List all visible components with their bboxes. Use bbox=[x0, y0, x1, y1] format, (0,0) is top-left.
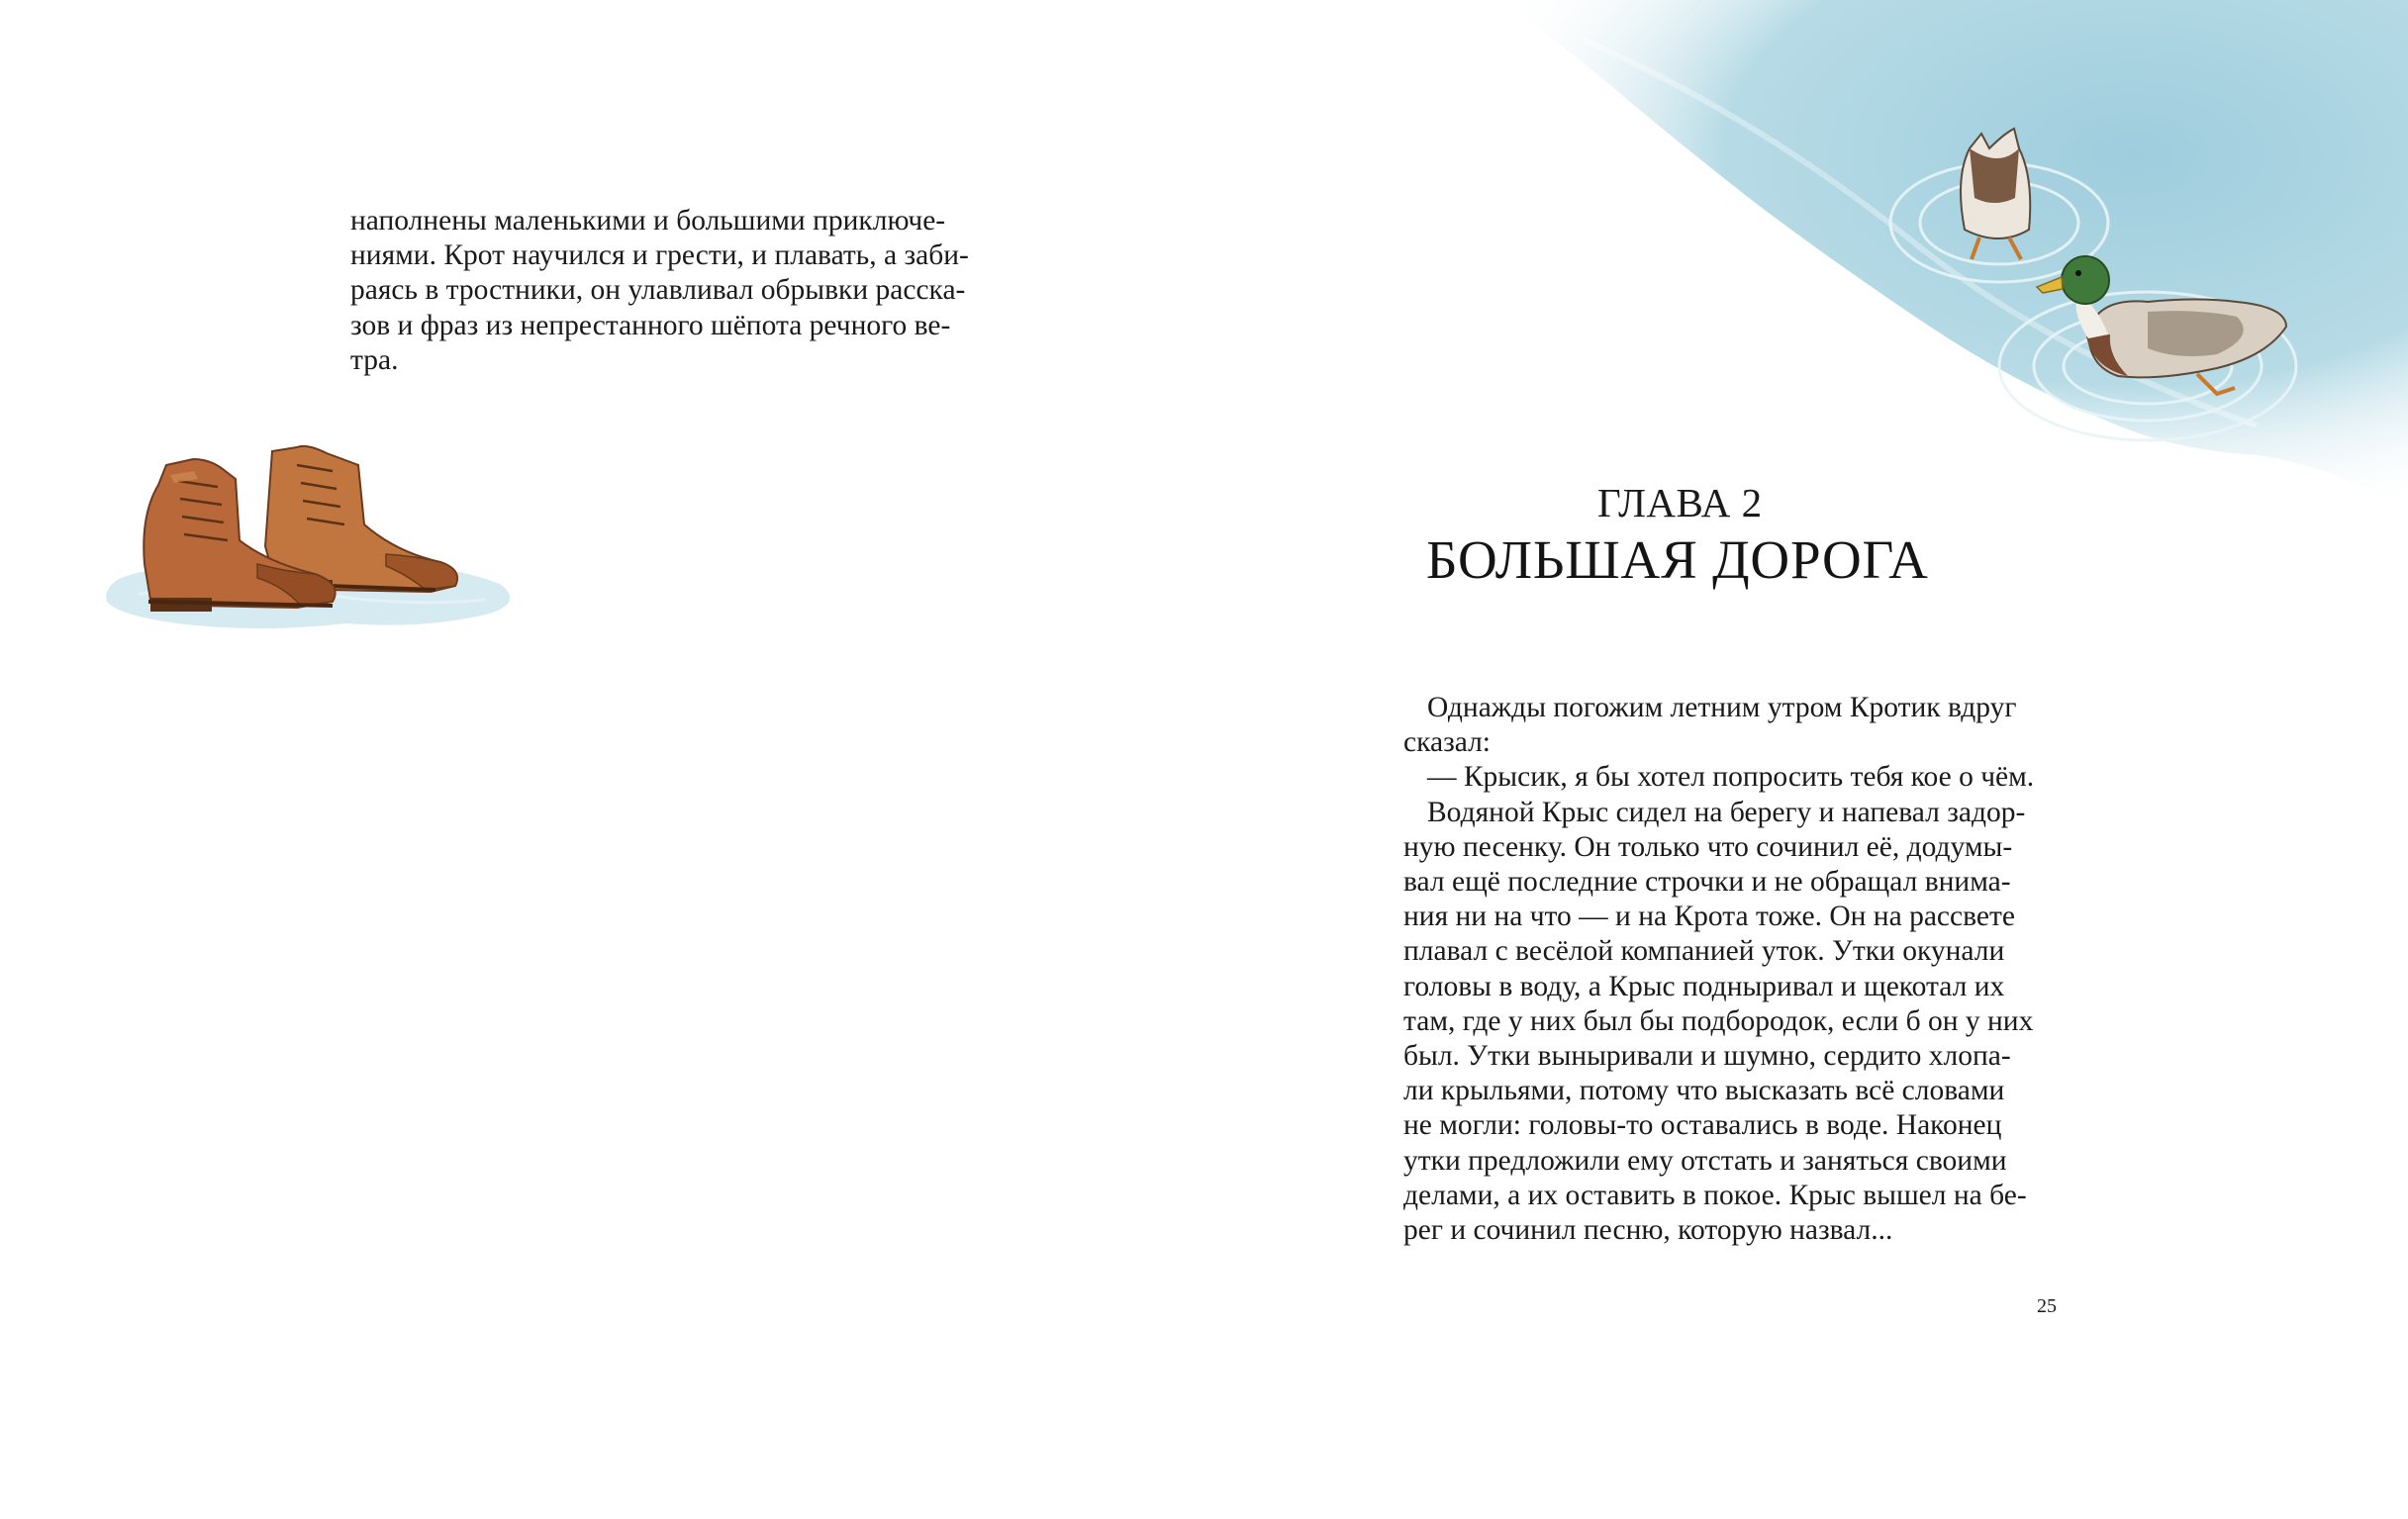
text-line: делами, а их оставить в покое. Крыс вышел на бе- bbox=[1403, 1179, 2027, 1211]
text-line: раясь в тростники, он улавливал обрывки расска- bbox=[350, 274, 966, 307]
text-line: Однажды погожим летним утром Кротик вдруг bbox=[1427, 692, 2017, 723]
right-page-paragraph bbox=[1403, 691, 2061, 1248]
text-line: Водяной Крыс сидел на берегу и напевал задор- bbox=[1427, 796, 2026, 828]
text-line: был. Утки выныривали и шумно, сердито хлопа- bbox=[1403, 1040, 2011, 1073]
text-line: не могли: головы-то оставались в воде. Наконец bbox=[1403, 1109, 2002, 1142]
text-line: рег и сочинил песню, которую назвал... bbox=[1403, 1214, 1893, 1247]
left-page-paragraph bbox=[350, 204, 1011, 378]
chapter-label: ГЛАВА 2 bbox=[1597, 480, 1763, 525]
text-line: ниями. Крот научился и грести, и плавать, а заби- bbox=[350, 239, 969, 272]
text-line: тра. bbox=[350, 343, 399, 376]
boots-illustration bbox=[99, 435, 554, 673]
text-line: ную песенку. Он только что сочинил её, додумы- bbox=[1403, 830, 2013, 863]
text-line: утки предложили ему отстать и заняться своими bbox=[1403, 1144, 2007, 1177]
page-number: 25 bbox=[2037, 1295, 2057, 1317]
text-line: сказал: bbox=[1403, 726, 1491, 759]
pond-with-ducks-illustration bbox=[1465, 0, 2408, 515]
text-line: ния ни на что — и на Крота тоже. Он на рассвете bbox=[1403, 901, 2015, 933]
text-line: наполнены маленькими и большими приключе- bbox=[350, 205, 946, 237]
text-line: ли крыльями, потому что высказать всё словами bbox=[1403, 1075, 2005, 1107]
text-line: плавал с весёлой компанией уток. Утки окунали bbox=[1403, 935, 2005, 968]
text-line: головы в воду, а Крыс подныривал и щекотал их bbox=[1403, 970, 2005, 1002]
text-line: зов и фраз из непрестанного шёпота речного ве- bbox=[350, 309, 951, 341]
chapter-title: БОЛЬШАЯ ДОРОГА bbox=[1426, 529, 1929, 590]
text-line: — Крысик, я бы хотел попросить тебя кое о чём. bbox=[1427, 761, 2035, 794]
text-line: вал ещё последние строчки и не обращал внима- bbox=[1403, 866, 2011, 899]
text-line: там, где у них был бы подбородок, если б он у них bbox=[1403, 1004, 2034, 1037]
